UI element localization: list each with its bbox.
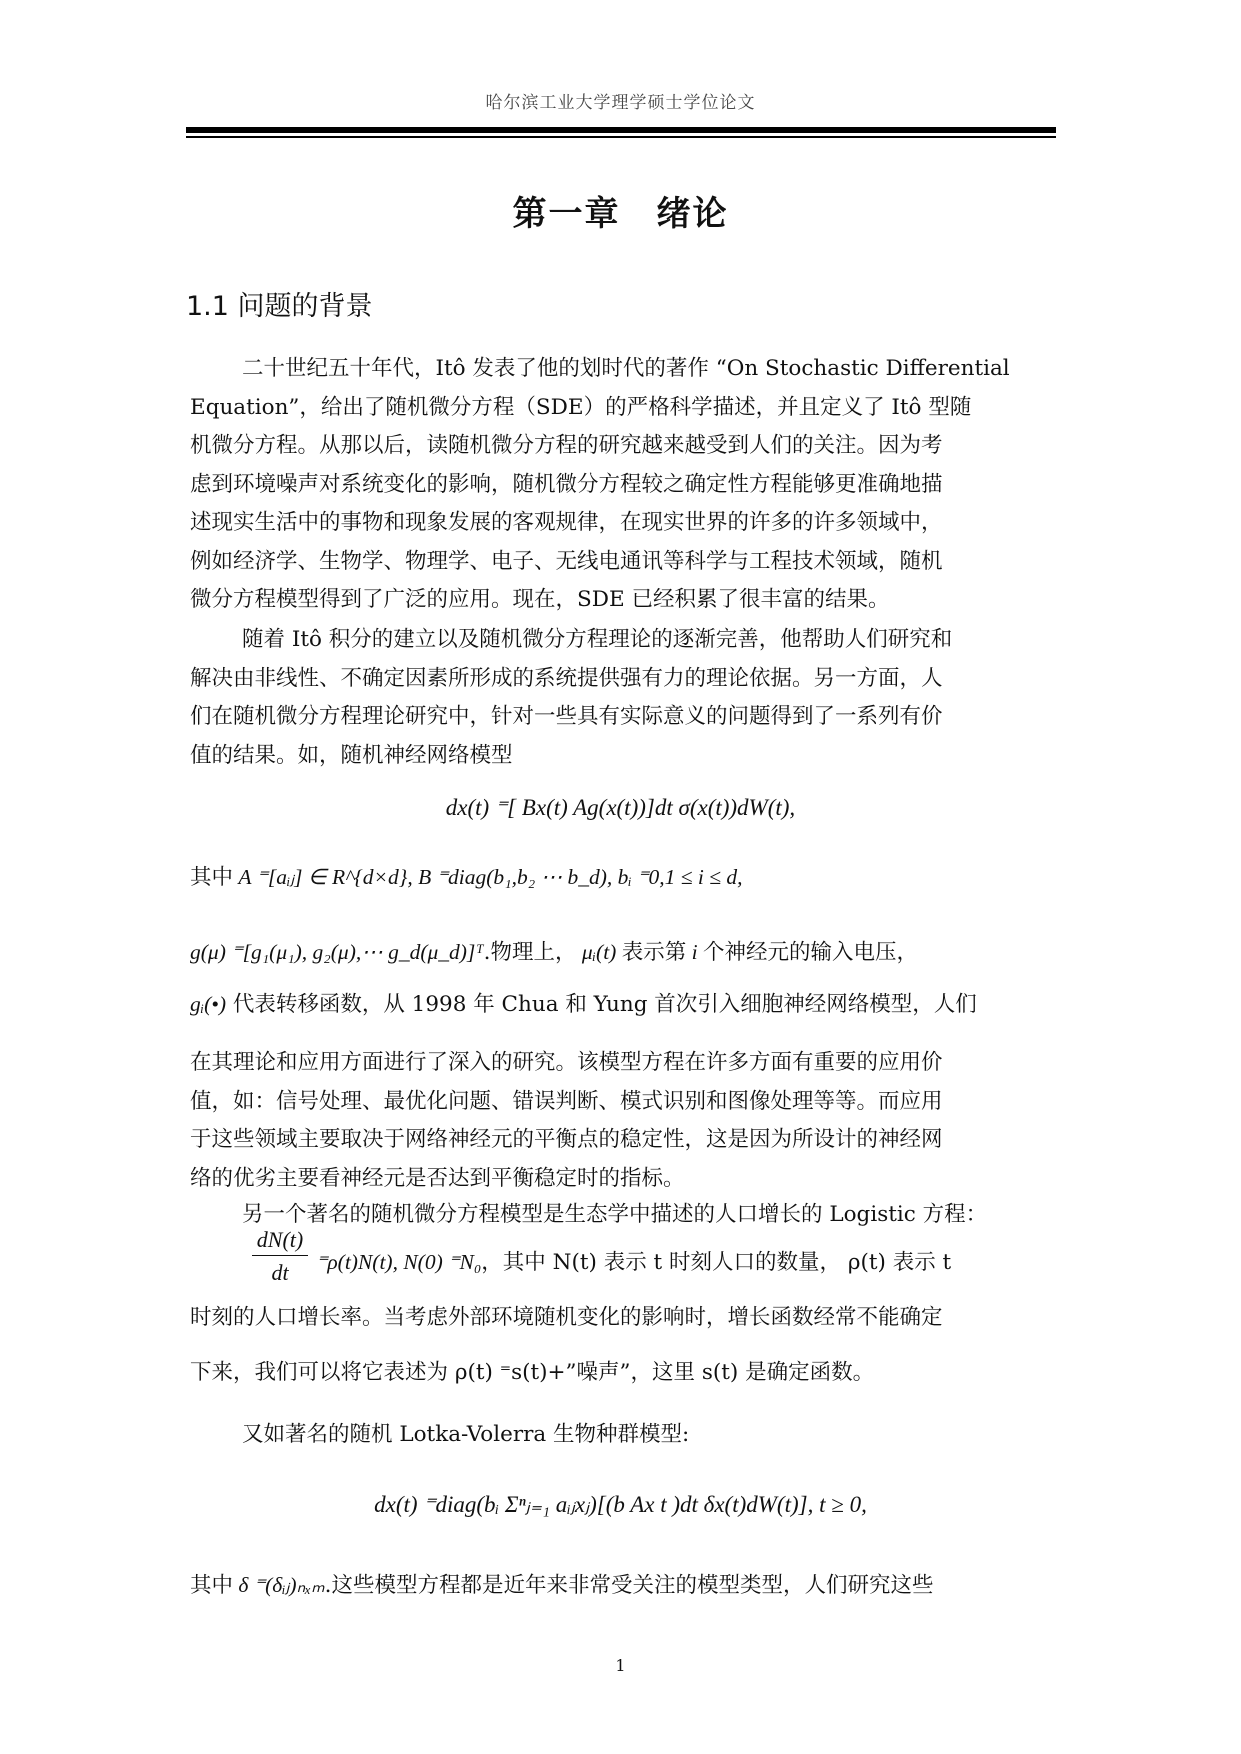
- growth-rate-line: 时刻的人口增长率。当考虑外部环境随机变化的影响时，增长函数经常不能确定: [190, 1305, 943, 1330]
- paragraph-2-line: 值的结果。如，随机神经网络模型: [190, 742, 513, 768]
- logistic-math: ⁼ρ(t)N(t), N(0) ⁼N₀: [316, 1250, 482, 1274]
- paragraph-3-line: 于这些领域主要取决于网络神经元的平衡点的稳定性，这是因为所设计的神经网: [190, 1127, 943, 1152]
- paragraph-2-line: 解决由非线性、不确定因素所形成的系统提供强有力的理论依据。另一方面，人: [190, 665, 943, 691]
- g-text-a: .物理上，: [483, 940, 577, 965]
- paragraph-3: [190, 1044, 1052, 1198]
- definition-line-g: [190, 935, 1052, 966]
- delta-text: .这些模型方程都是近年来非常受关注的模型类型，人们研究这些: [324, 1573, 934, 1598]
- paragraph-3-line: 络的优劣主要看神经元是否达到平衡稳定时的指标。: [190, 1165, 685, 1191]
- chapter-title: 第一章 绪论: [512, 194, 729, 234]
- g-text-c: 个神经元的输入电压，: [702, 940, 918, 965]
- equation-neural-network: dx(t) ⁼[ Bx(t) Ag(x(t))]dt σ(x(t))dW(t),: [445, 795, 796, 820]
- logistic-text: ，其中 N(t) 表示 t 时刻人口的数量， ρ(t) 表示 t: [481, 1250, 952, 1275]
- paragraph-1-line: 机微分方程。从那以后，读随机微分方程的研究越来越受到人们的关注。因为考: [190, 433, 943, 458]
- delta-math: δ ⁼(δᵢⱼ)ₙₓₘ: [233, 1573, 325, 1597]
- paragraph-3-line: 在其理论和应用方面进行了深入的研究。该模型方程在许多方面有重要的应用价: [190, 1050, 943, 1075]
- paragraph-1-line: Equation”，给出了随机微分方程（SDE）的严格科学描述，并且定义了 Itô 型随: [190, 394, 972, 420]
- logistic-intro-line: 另一个著名的随机微分方程模型是生态学中描述的人口增长的 Logistic 方程：: [242, 1202, 988, 1227]
- definition-prefix: 其中: [190, 865, 234, 890]
- paragraph-1-line: 例如经济学、生物学、物理学、电子、无线电通讯等科学与工程技术领域，随机: [190, 548, 943, 574]
- paragraph-3-line: 值，如：信号处理、最优化问题、错误判断、模式识别和图像处理等等。而应用: [190, 1088, 943, 1114]
- definition-math: A ⁼[aᵢⱼ] ∈ R^{d×d}, B ⁼diag(b₁,b₂ ⋯ b_d), bᵢ ⁼0,1 ≤ i ≤ d,: [233, 865, 743, 889]
- definition-line-gi: [190, 987, 1052, 1018]
- noise-line: 下来，我们可以将它表述为 ρ(t) ⁼s(t)+”噪声”，这里 s(t) 是确定函数。: [190, 1360, 875, 1385]
- paragraph-1-line: 二十世纪五十年代，Itô 发表了他的划时代的著作 “On Stochastic Differential: [242, 356, 1010, 381]
- definition-line-delta: [190, 1568, 1052, 1599]
- definition-line-a-b: [190, 860, 1052, 891]
- paragraph-1-line: 虑到环境噪声对系统变化的影响，随机微分方程较之确定性方程能够更准确地描: [190, 471, 943, 497]
- logistic-fraction: [252, 1227, 308, 1286]
- running-header: 哈尔滨工业大学理学硕士学位论文: [485, 93, 756, 113]
- i-math: i: [686, 940, 703, 964]
- g-vector-math: g(μ) ⁼[g₁(μ₁), g₂(μ),⋯ g_d(μ_d)]ᵀ: [190, 940, 484, 964]
- lotka-volterra-intro: 又如著名的随机 Lotka-Volerra 生物种群模型:: [242, 1422, 690, 1447]
- delta-prefix: 其中: [190, 1573, 234, 1598]
- paragraph-2-line: 们在随机微分方程理论研究中，针对一些具有实际意义的问题得到了一系列有价: [190, 704, 943, 729]
- paragraph-1-line: 微分方程模型得到了广泛的应用。现在，SDE 已经积累了很丰富的结果。: [190, 587, 890, 612]
- paragraph-1: [190, 350, 1052, 620]
- section-title: 1.1 问题的背景: [186, 291, 373, 322]
- paragraph-1-line: 述现实生活中的事物和现象发展的客观规律，在现实世界的许多的许多领域中，: [190, 510, 943, 535]
- page-number: 1: [615, 1656, 626, 1675]
- logistic-equation-rest: [316, 1245, 1056, 1276]
- gi-math: gᵢ(•): [190, 992, 226, 1016]
- fraction-denominator: dt: [271, 1260, 289, 1285]
- header-rule-thin: [186, 136, 1056, 138]
- paragraph-2-line: 随着 Itô 积分的建立以及随机微分方程理论的逐渐完善，他帮助人们研究和: [242, 627, 953, 652]
- header-rule-thick: [186, 127, 1056, 133]
- g-text-b: 表示第: [621, 940, 687, 965]
- equation-lotka-volterra: dx(t) ⁼diag(bᵢ Σⁿⱼ₌₁ aᵢⱼxⱼ)[(b Ax t )dt δx(t)dW(t)], t ≥ 0,: [374, 1492, 867, 1517]
- mu-math: μᵢ(t): [576, 940, 622, 964]
- paragraph-2: [190, 621, 1052, 775]
- gi-text: 代表转移函数，从 1998 年 Chua 和 Yung 首次引入细胞神经网络模型，人们: [226, 992, 977, 1017]
- fraction-numerator: dN(t): [252, 1227, 308, 1256]
